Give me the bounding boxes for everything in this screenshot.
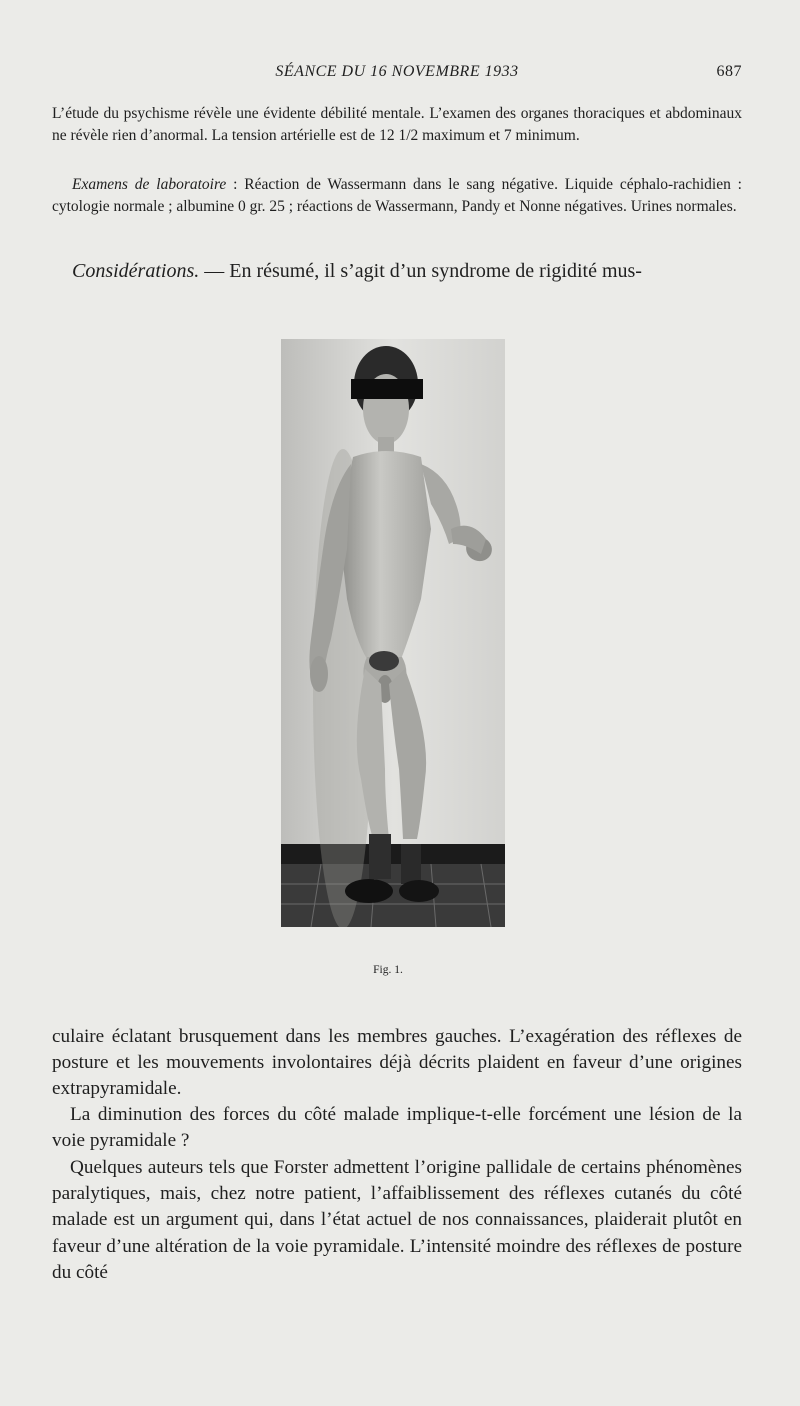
running-head: [52, 63, 742, 87]
paragraph-forster: Quelques auteurs tels que Forster admettent l’origine pallidale de certains phénomènes paralytiques, mais, chez notre patient, l’affaiblissement des réflexes cutanés du côté malade est un argument qui, dans l’état actuel de nos connaissances, plaiderait plutôt en faveur d’une altération de la voie pyramidale. L’intensité moindre des réflexes de posture du côté: [52, 1157, 742, 1283]
considerations-text: — En résumé, il s’agit d’un syndrome de rigidité mus-: [199, 260, 642, 282]
examens-text: : Réaction de Wassermann dans le sang négative. Liquide céphalo-rachidien : cytologie normale ; albumine 0 gr. 25 ; réactions de Wassermann, Pandy et Nonne négatives. Urines normales.: [52, 176, 742, 215]
considerations-label: Considérations.: [72, 260, 200, 282]
figure-caption: [0, 964, 800, 976]
figure-photograph: [281, 339, 505, 927]
paragraph-considerations: [52, 257, 742, 285]
patient-photograph: [281, 339, 505, 927]
paragraph-examens: [52, 174, 742, 217]
page-number: 687: [716, 63, 742, 80]
paragraph-psychisme: L’étude du psychisme révèle une évidente débilité mentale. L’examen des organes thoraciques et abdominaux ne révèle rien d’anormal. La tension artérielle est de 12 1/2 maximum et 7 minimum.: [52, 105, 742, 144]
examens-label: Examens de laboratoire: [72, 176, 227, 193]
figure-caption-text: Fig. 1.: [373, 964, 403, 976]
running-title: SÉANCE DU 16 NOVEMBRE 1933: [275, 63, 519, 80]
paragraph-question: La diminution des forces du côté malade implique-t-elle forcément une lésion de la voie pyramidale ?: [52, 1104, 742, 1152]
paragraph-continuation: culaire éclatant brusquement dans les membres gauches. L’exagération des réflexes de posture et les mouvements involontaires déjà décrits plaident en faveur d’une origines extrapyramidale.: [52, 1026, 742, 1100]
